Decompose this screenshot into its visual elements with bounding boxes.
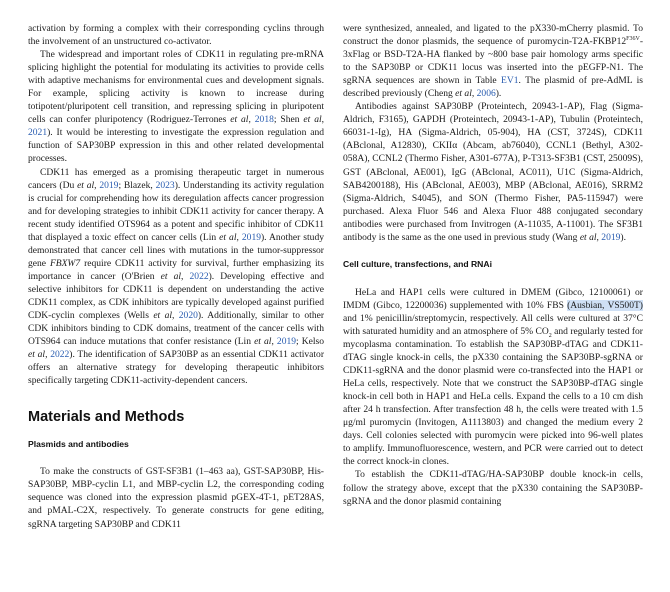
right-column [343, 22, 643, 508]
paragraph-antibodies: Antibodies against SAP30BP (Proteintech, 20943-1-AP), Flag (Sigma-Aldrich, F3165), GAPDH (Proteintech, 20943-1-AP), Tubulin (Proteintech, 66031-1-Ig), HA (Sigma-Aldrich, 05-904), HA (CST, 3724S), CDK11 (ABclonal, A12830), CKIIα (Abcam, ab76040), CCNL1 (Bethyl, A302-058A), CCNL2 (Thermo Fisher, A301-677A), P-T313-SF3B1 (CST, 25009S), GST (ABclonal, AE001), IgG (ABclonal, AC011), U1C (Sigma-Aldrich, SAB4200188), His (ABclonal, AE003), MBP (ABclonal, AE016), SRRM2 (Sigma-Aldrich, S4045), and SON (Thermo Fisher, PA5-115947) were purchased. Alexa Fluor 546 and Alexa Fluor 488 conjugated secondary antibodies were purchased from Invitrogen (A-11035, A-11001). The SF3B1 antibody is the same as the one used in previous study (Wang et al, 2019). [343, 101, 643, 243]
citation-link[interactable]: 2019 [241, 231, 261, 243]
paragraph-splicing-roles: The widespread and important roles of CDK11 in regulating pre-mRNA splicing highlight the potential for modulating its activities to provide cells with adaptive mechanisms for environmental cues and development signals. For example, splicing activity is known to increase during totipotent/pluripotent cell transition, and repressing splicing in pluripotent cells can confer pluripotency (Rodriguez-Terrones et al, 2018; Shen et al, 2021). It would be interesting to investigate the expression regulation and function of SAP30BP expression in this and other related developmental processes. [28, 49, 325, 165]
paragraph-therapeutic-target: CDK11 has emerged as a promising therapeutic target in numerous cancers (Du et al, 2019; Blazek, 2023). Understanding its activity regulation is crucial for comprehending how its deregulation affects cancer progression and for developing strategies to inhibit CDK11 activity for cancer therapy. A recent study identified OTS964 as a potent and specific inhibitor of CDK11 that displayed a toxic effect on cancer cells (Lin et al, 2019). Another study demonstrated that cancer cell lines with mutations in the tumor-suppressor gene FBXW7 require CDK11 activity for survival, further emphasizing its importance in cancer (O'Brien et al, 2022). Developing effective and selective inhibitors for CDK11 is dependent on understanding the active CDK11 complex, as CDK inhibitors are typically developed against purified CDK-cyclin complexes (Wells et al, 2020). Additionally, similar to other CDK inhibitors binding to CDK domains, treatment of the cancer cells with OTS964 can induce mutations that confer resistance (Lin et al, 2019; Kelso et al, 2022). The identification of SAP30BP as an essential CDK11 activator offers an alternative strategy for developing therapeutic inhibitors specifically targeting CDK11-activity-dependent cancers. [28, 166, 325, 387]
highlighted-text[interactable]: (Ausbian, VS500T) [567, 299, 643, 311]
citation-link[interactable]: 2020 [178, 310, 198, 322]
citation-link[interactable]: 2006 [476, 88, 496, 100]
citation-link[interactable]: 2022 [189, 270, 209, 282]
paragraph-cyclin-activation: activation by forming a complex with their corresponding cyclins through the involvement of an unstructured co-activator. [28, 23, 324, 48]
section-title-methods: Materials and Methods [28, 409, 185, 426]
citation-link[interactable]: 2019 [276, 336, 297, 348]
citation-link[interactable]: 2021 [28, 127, 48, 139]
citation-link[interactable]: 2023 [155, 179, 175, 191]
table-ev1-link[interactable]: EV1 [501, 75, 519, 87]
citation-link[interactable]: 2019 [99, 179, 119, 191]
paragraph-double-knockin: To establish the CDK11-dTAG/HA-SAP30BP double knock-in cells, follow the strategy above, except that the pX330 containing the SAP30BP-sgRNA and the donor plasmid containing [343, 469, 643, 507]
subhead-plasmids: Plasmids and antibodies [28, 439, 129, 450]
paragraph-cell-culture: HeLa and HAP1 cells were cultured in DMEM (Gibco, 12100061) or IMDM (Gibco, 12200036) supplemented with 10% FBS (Ausbian, VS500T) and 1% penicillin/streptomycin, respectively. All cells were cultured at 37°C with saturated humidity and an atmosphere of 5% $CO_2$ and regularly tested for mycoplasma contamination. To establish the SAP30BP-dTAG and CDK11-dTAG single knock-in cells, the pX330 containing the SAP30BP-sgRNA or CDK11-sgRNA and the donor plasmid were co-transfected into the HAP1 or HeLa cells, respectively. Note that we construct the SAP30BP-dTAG single knock-in cell both in HAP1 and HeLa cells. Expand the cells to a 10 cm dish after 24 h transfection. After transfection 48 h, the cells were treated with 1.5 μg/ml puromycin (Invitogen, A1113803) and changed the medium every 2 days. Cell colonies selected with puromycin were picked into 96-well plates to amplify. Immunofluorescence, western, and PCR were carried out to detect the correct knock-in clones. [343, 286, 643, 468]
paragraph-constructs: To make the constructs of GST-SF3B1 (1–463 aa), GST-SAP30BP, His-SAP30BP, MBP-cyclin L1, and MBP-cyclin L2, the corresponding coding sequence was cloned into the expression plasmid pGEX-4T-1, pET28AS, and pMAL-C2X, respectively. To generate constructs for gene editing, sgRNA targeting SAP30BP and CDK11 [28, 466, 324, 530]
citation-link[interactable]: 2019 [601, 231, 621, 243]
citation-link[interactable]: 2018 [254, 114, 274, 126]
citation-link[interactable]: 2022 [50, 349, 70, 361]
subhead-cell-culture: Cell culture, transfections, and RNAi [343, 258, 492, 269]
left-column [28, 22, 324, 531]
paragraph-donor-plasmids: were synthesized, annealed, and ligated to the pX330-mCherry plasmid. To construct the donor plasmids, the sequence of puromycin-$T2A-FKBP12^{F36V}-3xFlag$ or BSD-T2A-HA flanked by ~800 base pair homology arms specific to the SAP30BP or CDK11 locus was inserted into the pEGFP-N1. The sgRNA sequences are shown in Table EV1. The plasmid of pre-AdML is described previously (Cheng et al, 2006). [343, 23, 644, 100]
